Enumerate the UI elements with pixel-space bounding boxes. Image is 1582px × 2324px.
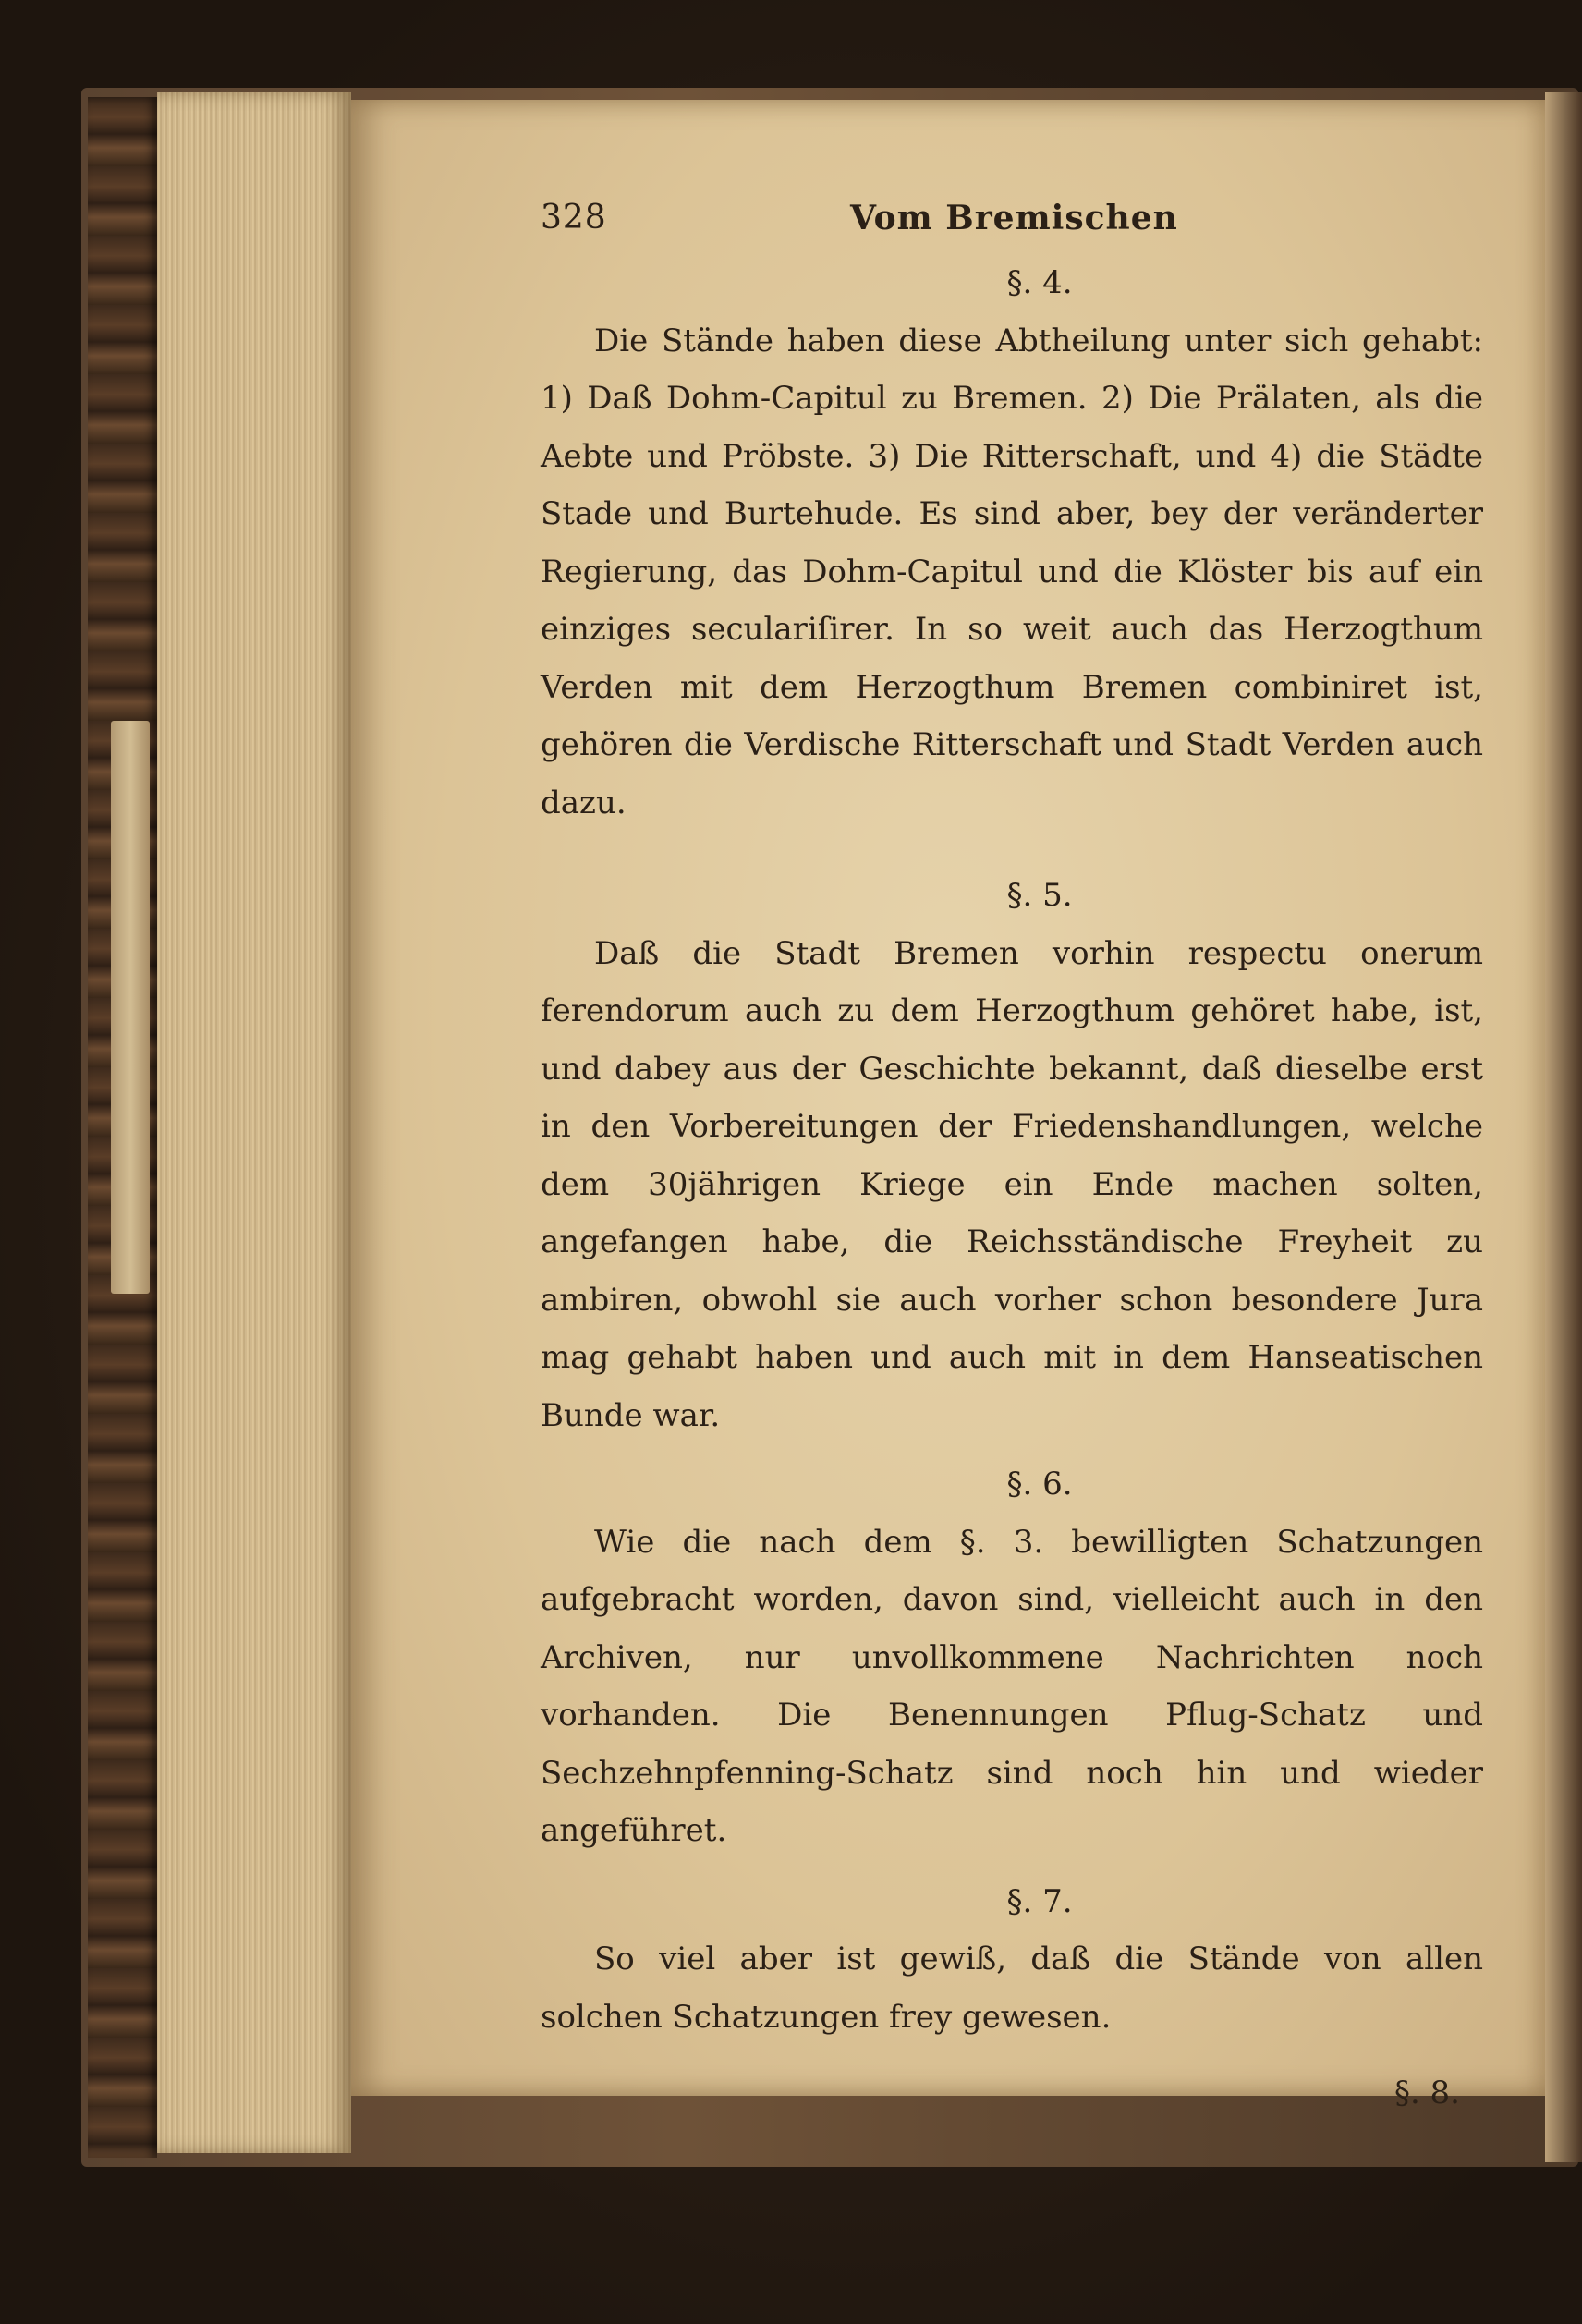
section-paragraph: Die Stände haben diese Abtheilung unter sich gehabt: 1) Daß Dohm-Capitul zu Bremen. 2) Die Prälaten, als die Aebte und Pröbste. 3) Die Ritterschaft, und 4) die Städte Stade und Burtehude. Es sind aber, bey der veränderter Regierung, das Dohm-Capitul und die Klöster bis auf ein einziges seculariſirer. In so weit auch das Herzogthum Verden mit dem Herzogthum Bremen combiniret ist, gehören die Verdische Ritterschaft und Stadt Verden auch dazu. [541,322,1483,821]
section-heading: §. 6. [1006,1466,1073,1503]
page-header [541,189,1483,254]
page-number: 328 [541,199,607,237]
section-6 [541,1455,1483,1860]
section-7 [541,1873,1483,2047]
section-paragraph: So viel aber ist gewiß, daß die Stände von allen solchen Schatzungen frey gewesen. [541,1941,1483,2036]
running-head: Vom Bremischen [850,199,1178,237]
page-edges [157,92,351,2153]
section-heading: §. 7. [1006,1882,1073,1920]
section-4 [541,254,1483,832]
section-paragraph: Wie die nach dem §. 3. bewilligten Schatzungen aufgebracht worden, davon sind, vielleicht auch in den Archiven, nur unvollkommene Nachrichten noch vorhanden. Die Benennungen Pflug-Schatz und Sechzehnpfenning-Schatz sind noch hin und wieder angeführet. [541,1523,1483,1849]
section-heading: §. 5. [1006,877,1073,914]
page-content [541,189,1483,2111]
catchword-line [541,2046,1483,2111]
spine-label [111,721,150,1294]
section-heading: §. 4. [1006,264,1073,301]
section-5 [541,867,1483,1444]
catchword: §. 8. [1393,2075,1460,2111]
right-cover-edge [1545,92,1582,2162]
section-paragraph: Daß die Stadt Bremen vorhin respectu onerum ferendorum auch zu dem Herzogthum gehöret habe, ist, und dabey aus der Geschichte bekannt, daß dieselbe erst in den Vorbereitungen der Friedenshandlungen, welche dem 30jährigen Kriege ein Ende machen solten, angefangen habe, die Reichsständische Freyheit zu ambiren, obwohl sie auch vorher schon besondere Jura mag gehabt haben und auch mit in dem Hanseatischen Bunde war. [541,934,1483,1434]
